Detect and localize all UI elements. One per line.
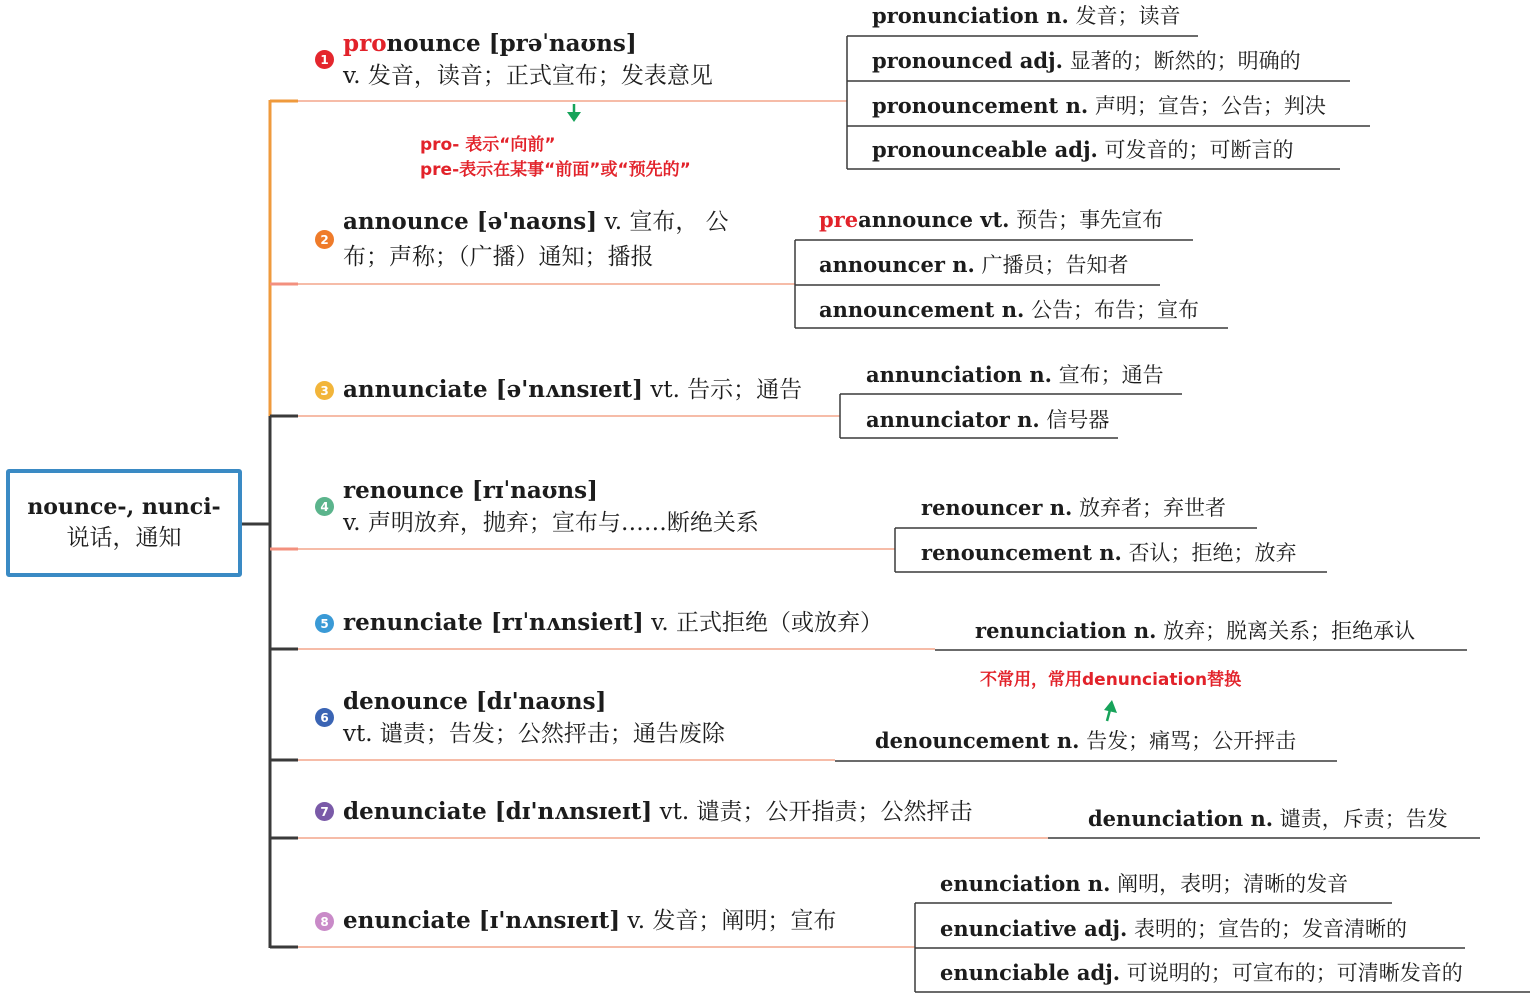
branch-4-head-line2: v. 声明放弃，抛弃；宣布与……断绝关系 [343, 510, 759, 536]
derivative-preannounce: preannounce vt. 预告；事先宣布 [819, 207, 1164, 232]
derivative-denunciation: denunciation n. 谴责，斥责；告发 [1088, 806, 1448, 831]
derivative-enunciative: enunciative adj. 表明的；宣告的；发音清晰的 [940, 916, 1407, 941]
root-term: nounce-, nunci- [27, 494, 221, 520]
note-pre: pre-表示在某事“前面”或“预先的” [420, 160, 691, 180]
derivative-enunciation: enunciation n. 阐明，表明；清晰的发音 [940, 871, 1349, 896]
arrow-down-icon [567, 104, 581, 122]
branch-number-badge: 1 [315, 50, 334, 69]
note-denunciation: 不常用，常用denunciation替换 [980, 670, 1242, 690]
branch-number-badge: 3 [315, 381, 334, 400]
derivative-announcement: announcement n. 公告；布告；宣布 [819, 297, 1199, 322]
derivative-renouncement: renouncement n. 否认；拒绝；放弃 [921, 540, 1297, 565]
derivative-renunciation: renunciation n. 放弃；脱离关系；拒绝承认 [975, 618, 1416, 643]
derivative-denouncement: denouncement n. 告发；痛骂；公开抨击 [875, 728, 1297, 753]
branch-number-badge: 2 [315, 230, 334, 249]
derivative-pronouncement: pronouncement n. 声明；宣告；公告；判决 [872, 93, 1326, 118]
branch-2-head-line1: announce [ə'naʊns] v. 宣布， 公 [343, 208, 729, 235]
branch-number-badge: 8 [315, 912, 334, 931]
branch-5-head-line1: renunciate [rɪˈnʌnsieɪt] v. 正式拒绝（或放弃） [343, 609, 884, 636]
branch-number-badge: 6 [315, 708, 334, 727]
root-node [6, 469, 242, 577]
derivative-enunciable: enunciable adj. 可说明的；可宣布的；可清晰发音的 [940, 960, 1463, 985]
branch-6-head-line1: denounce [dɪ'naʊns] [343, 688, 607, 715]
derivative-pronunciation: pronunciation n. 发音；读音 [872, 3, 1181, 28]
branch-2-head-line2: 布；声称；（广播）通知；播报 [343, 244, 654, 270]
derivative-renouncer: renouncer n. 放弃者；弃世者 [921, 495, 1227, 520]
branch-4-head-line1: renounce [rɪˈnaʊns] [343, 477, 598, 504]
branch-number-badge: 7 [315, 802, 334, 821]
derivative-announcer: announcer n. 广播员；告知者 [819, 252, 1129, 277]
derivative-annunciator: annunciator n. 信号器 [866, 407, 1110, 432]
branch-1-head-line2: v. 发音，读音；正式宣布；发表意见 [343, 63, 713, 89]
branch-3-head-line1: annunciate [ə'nʌnsɪeɪt] vt. 告示；通告 [343, 376, 803, 403]
arrow-up-icon [1104, 700, 1117, 721]
derivative-pronounced: pronounced adj. 显著的；断然的；明确的 [872, 48, 1301, 73]
derivative-annunciation: annunciation n. 宣布；通告 [866, 362, 1164, 387]
note-pro: pro- 表示“向前” [420, 135, 556, 155]
branch-8-head-line1: enunciate [ɪ'nʌnsɪeɪt] v. 发音；阐明；宣布 [343, 907, 837, 934]
branch-number-badge: 4 [315, 497, 334, 516]
branch-7-head-line1: denunciate [dɪ'nʌnsɪeɪt] vt. 谴责；公开指责；公然抨击 [343, 798, 973, 825]
root-meaning: 说话，通知 [66, 525, 182, 551]
branch-6-head-line2: vt. 谴责；告发；公然抨击；通告废除 [343, 721, 725, 747]
branch-number-badge: 5 [315, 614, 334, 633]
branch-1-head-line1: pronounce [prəˈnaʊns] [343, 30, 637, 57]
derivative-pronounceable: pronounceable adj. 可发音的；可断言的 [872, 137, 1294, 162]
